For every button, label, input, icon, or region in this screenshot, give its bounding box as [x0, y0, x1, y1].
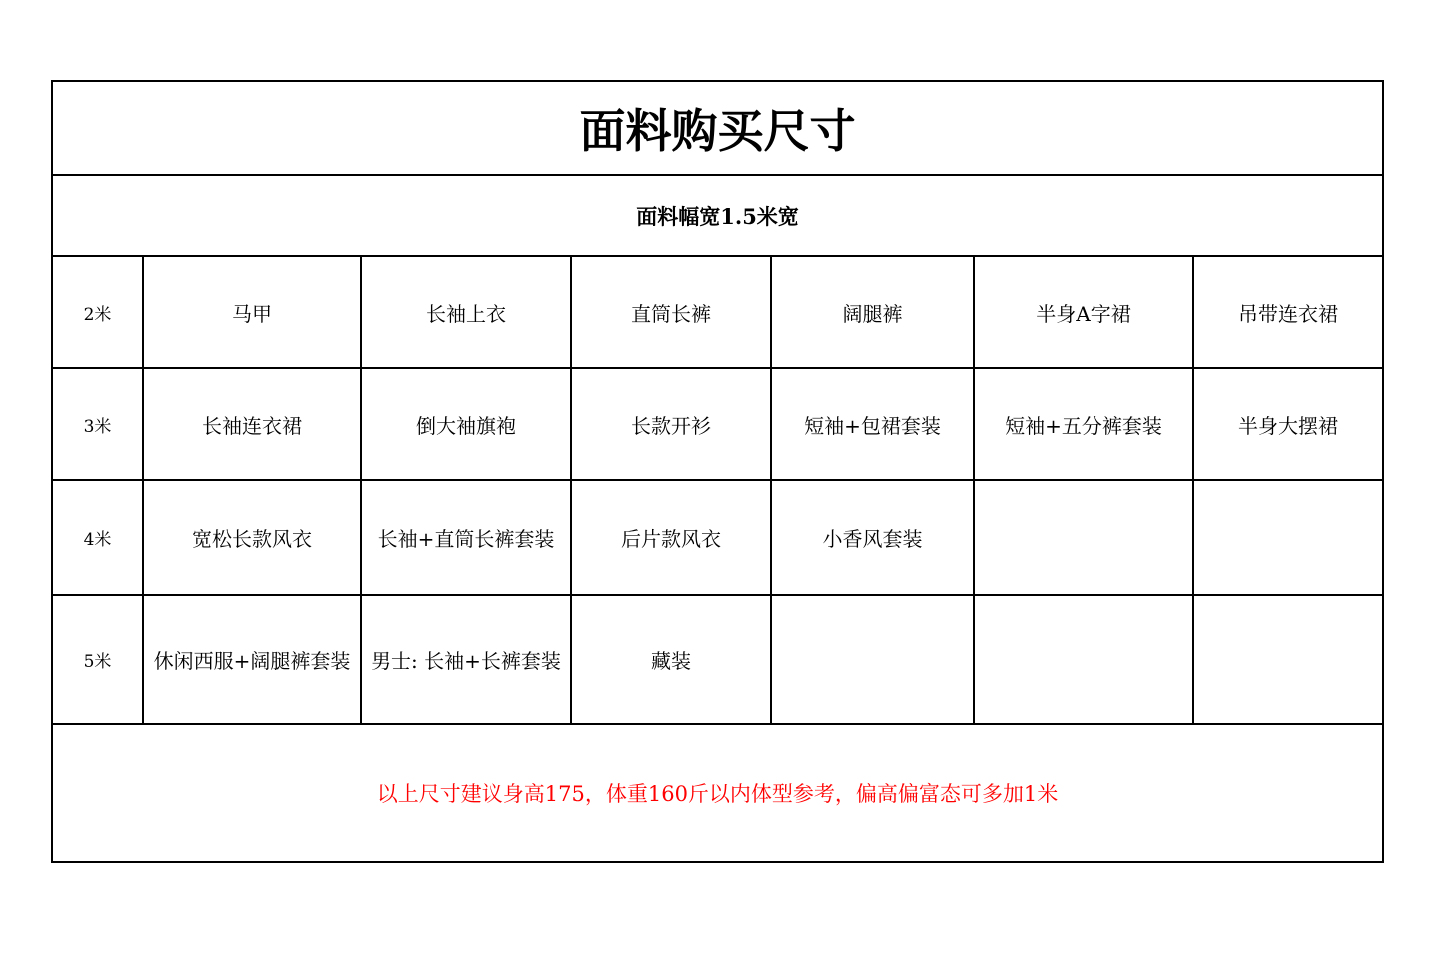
empty-cell — [974, 480, 1193, 595]
size-note: 以上尺寸建议身高175，体重160斤以内体型参考，偏高偏富态可多加1米 — [376, 782, 1059, 806]
garment-cell: 长款开衫 — [571, 368, 771, 480]
garment-cell: 长袖上衣 — [361, 256, 571, 368]
empty-cell — [1193, 480, 1383, 595]
garment-cell: 男士: 长袖+长裤套装 — [361, 595, 571, 724]
length-cell: 4米 — [52, 480, 143, 595]
garment-cell: 直筒长裤 — [571, 256, 771, 368]
table-row — [52, 595, 1383, 724]
fabric-size-table — [51, 80, 1384, 863]
fabric-width-subtitle: 面料幅宽1.5米宽 — [52, 175, 1383, 256]
garment-cell: 阔腿裤 — [771, 256, 974, 368]
garment-cell: 宽松长款风衣 — [143, 480, 361, 595]
garment-cell: 吊带连衣裙 — [1193, 256, 1383, 368]
length-cell: 5米 — [52, 595, 143, 724]
garment-cell: 休闲西服+阔腿裤套装 — [143, 595, 361, 724]
table-title: 面料购买尺寸 — [52, 81, 1383, 175]
garment-cell: 马甲 — [143, 256, 361, 368]
table-row — [52, 480, 1383, 595]
garment-cell: 半身大摆裙 — [1193, 368, 1383, 480]
garment-cell: 长袖连衣裙 — [143, 368, 361, 480]
garment-cell: 倒大袖旗袍 — [361, 368, 571, 480]
length-cell: 2米 — [52, 256, 143, 368]
table-row — [52, 368, 1383, 480]
garment-cell: 后片款风衣 — [571, 480, 771, 595]
garment-cell: 半身A字裙 — [974, 256, 1193, 368]
empty-cell — [771, 595, 974, 724]
garment-cell: 藏装 — [571, 595, 771, 724]
garment-cell: 短袖+五分裤套装 — [974, 368, 1193, 480]
garment-cell: 小香风套装 — [771, 480, 974, 595]
empty-cell — [974, 595, 1193, 724]
length-cell: 3米 — [52, 368, 143, 480]
empty-cell — [1193, 595, 1383, 724]
note-row — [52, 724, 1383, 862]
garment-cell: 长袖+直筒长裤套装 — [361, 480, 571, 595]
garment-cell: 短袖+包裙套装 — [771, 368, 974, 480]
table-row — [52, 256, 1383, 368]
